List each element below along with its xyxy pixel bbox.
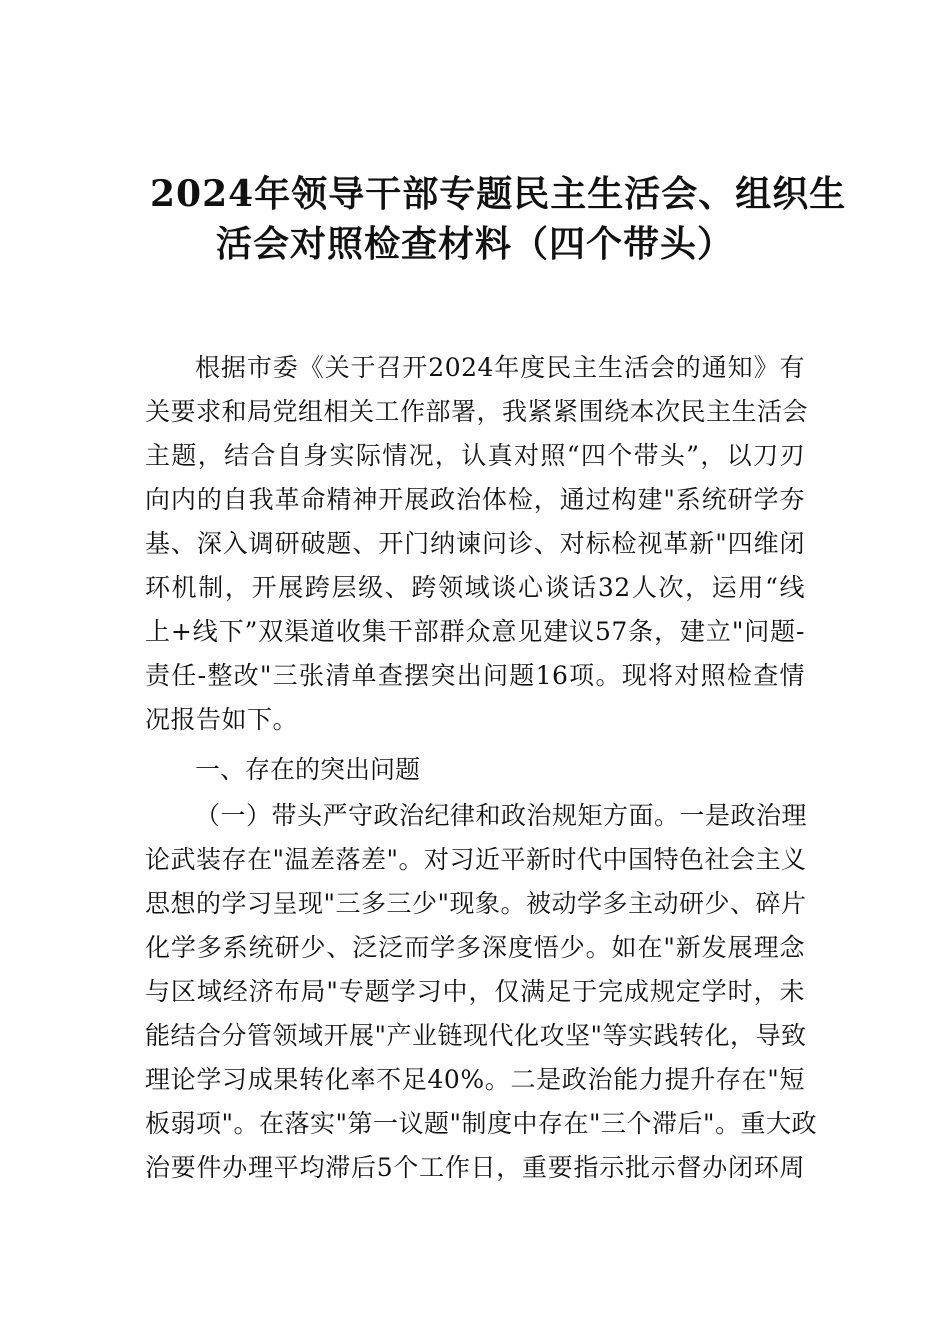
section-heading: 一、存在的突出问题 [195,755,421,784]
intro-paragraph-line: 关要求和局党组相关工作部署，我紧紧围绕本次民主生活会 [145,397,809,426]
intro-paragraph-line: 上+线下”双渠道收集干部群众意见建议57条，建立"问题- [145,617,805,646]
subsection-paragraph-line: 思想的学习呈现"三多三少"现象。被动学多主动研少、碎片 [145,889,807,918]
subsection-paragraph-line: 化学多系统研少、泛泛而学多深度悟少。如在"新发展理念 [145,933,805,962]
intro-paragraph-line: 基、深入调研破题、开门纳谏问诊、对标检视革新"四维闭 [145,529,805,558]
intro-paragraph-line: 环机制，开展跨层级、跨领域谈心谈话32人次，运用“线 [145,573,805,602]
subsection-paragraph-line: 能结合分管领域开展"产业链现代化攻坚"等实践转化，导致 [145,1021,807,1050]
subsection-paragraph-line: 论武装存在"温差落差"。对习近平新时代中国特色社会主义 [145,845,807,874]
subsection-paragraph-line: 板弱项"。在落实"第一议题"制度中存在"三个滞后"。重大政 [145,1109,817,1138]
document-title-line-2: 活会对照检查材料（四个带头） [215,223,734,265]
document-title-line-1: 2024年领导干部专题民主生活会、组织生 [150,173,847,215]
subsection-paragraph-line: 与区域经济布局"专题学习中，仅满足于完成规定学时，未 [145,977,805,1006]
subsection-paragraph-line: 理论学习成果转化率不足40%。二是政治能力提升存在"短 [145,1065,805,1094]
subsection-paragraph-line: 治要件办理平均滞后5个工作日，重要指示批示督办闭环周 [145,1153,805,1182]
intro-paragraph-line: 主题，结合自身实际情况，认真对照“四个带头”，以刀刃 [145,441,805,470]
intro-paragraph-line: 责任-整改"三张清单查摆突出问题16项。现将对照检查情 [145,661,805,690]
intro-paragraph-line: 根据市委《关于召开2024年度民主生活会的通知》有 [195,353,805,382]
subsection-paragraph-line: （一）带头严守政治纪律和政治规矩方面。一是政治理 [195,801,808,830]
intro-paragraph-line: 况报告如下。 [145,705,299,734]
intro-paragraph-line: 向内的自我革命精神开展政治体检，通过构建"系统研学夯 [145,485,805,514]
